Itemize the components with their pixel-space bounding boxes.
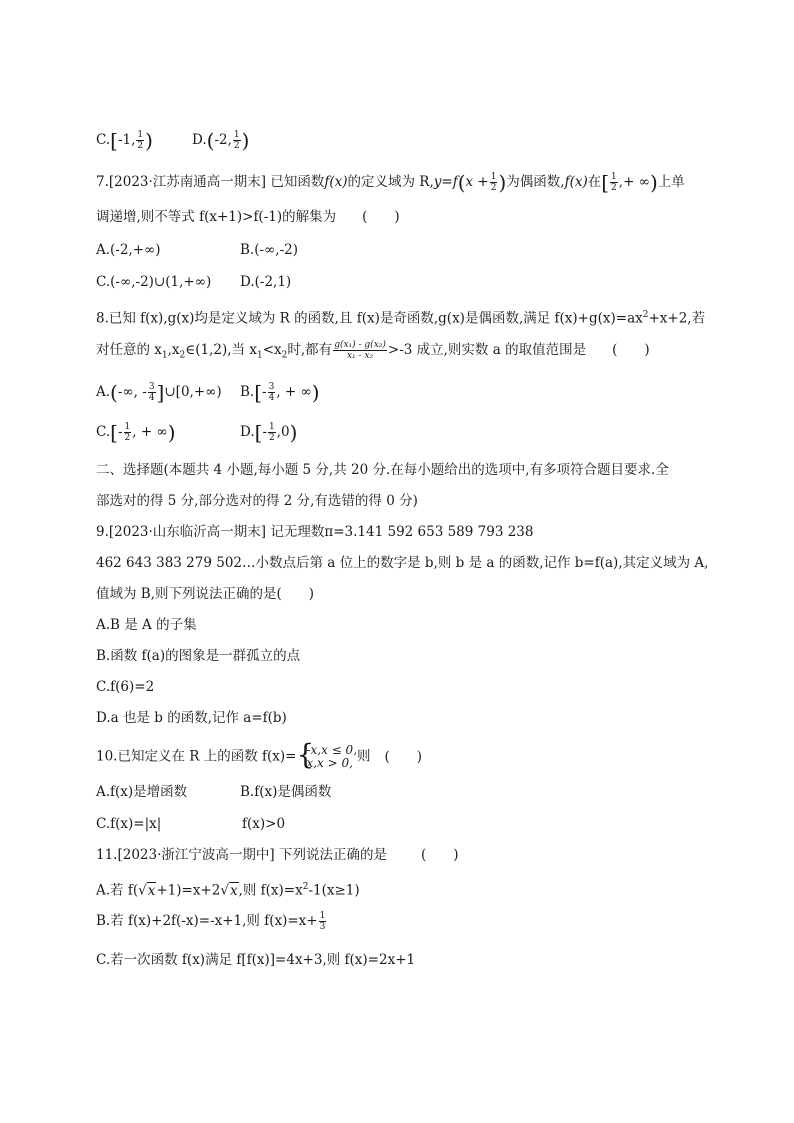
piecewise-definition: { -x,x ≤ 0, x,x > 0,: [296, 738, 358, 771]
q9-option-c: C.f(6)=2: [96, 679, 155, 695]
q9-option-b: B.函数 f(a)的图象是一群孤立的点: [96, 648, 301, 664]
q7-option-d: D.(-2,1): [240, 274, 292, 290]
q7-options-ab: [96, 240, 298, 260]
section2-heading-line1: 二、选择题(本题共 4 小题,每小题 5 分,共 20 分.在每小题给出的选项中,有多项符合题目要求.全: [96, 462, 669, 478]
q9-stem-line2: 462 643 383 279 502…小数点后第 a 位上的数字是 b,则 b 是 a 的函数,记作 b=f(a),其定义域为 A,: [96, 555, 709, 571]
q10-option-b: B.f(x)是偶函数: [240, 784, 332, 800]
q7-option-b: B.(-∞,-2): [240, 242, 298, 258]
q10-option-a: A.f(x)是增函数: [96, 784, 188, 800]
q9-option-a: A.B 是 A 的子集: [96, 617, 197, 633]
q9-stem-line1: 9.[2023·山东临沂高一期末] 记无理数π=3.141 592 653 589 793 238: [96, 524, 534, 540]
q7-stem-line1: 7.[2023·江苏南通高一期末] 已知函数f(x)的定义域为 R,y=f(x + $\frac{1}{2}$ )为偶函数,f(x)在[ $\frac{1}{2}$ ,+ ∞)上单: [96, 170, 685, 195]
q11-option-b: B.若 f(x)+2f(-x)=-x+1,则 f(x)=x+ $\frac{1}{3}$: [96, 911, 326, 932]
q7-options-cd: [96, 272, 292, 292]
q11-stem: 11.[2023·浙江宁波高一期中] 下列说法正确的是 ( ): [96, 847, 459, 863]
q6-option-d: D.(-2, $\frac{1}{2}$ ): [192, 128, 250, 153]
q8-option-c: C.[- $\frac{1}{2}$ , + ∞): [96, 420, 176, 445]
q9-stem-line3: 值域为 B,则下列说法正确的是( ): [96, 586, 315, 602]
q10-option-d: f(x)>0: [242, 816, 286, 832]
q10-options-cd: [96, 814, 286, 834]
q10-options-ab: [96, 782, 332, 802]
q7-option-c: C.(-∞,-2)∪(1,+∞): [96, 274, 212, 290]
q8-stem-line2: 对任意的 $x_1,x_2\in(1,2)$,当 $x_1<x_2$时,都有 $\frac{\text{g(x₁) - g(x₂)}}{\text{x₁ - x₂}}$ >-3 成立,则实数 a 的取值范围是 ( ): [96, 340, 650, 361]
q6-option-c: C.[-1, $\frac{1}{2}$ ): [96, 128, 153, 153]
q8-option-a: A.(-∞, - $\frac{3}{4}$ ]∪[0,+∞): [96, 380, 222, 405]
q8-stem-line1: 8.已知 f(x),g(x)均是定义域为 R 的函数,且 f(x)是奇函数,g(x)是偶函数,满足 $f(x)+g(x)=ax^2+x+2$,若: [96, 310, 706, 327]
q10-stem: 10.已知定义在 R 上的函数 f(x)= { -x,x ≤ 0, x,x > 0, 则 ( ): [96, 738, 423, 771]
q7-stem-line2: 调递增,则不等式 f(x+1)>f(-1)的解集为 ( ): [96, 209, 400, 225]
q11-option-c: C.若一次函数 f(x)满足 f[f(x)]=4x+3,则 f(x)=2x+1: [96, 952, 416, 968]
section2-heading-line2: 部选对的得 5 分,部分选对的得 2 分,有选错的得 0 分): [96, 493, 418, 509]
q8-option-b: B.[- $\frac{3}{4}$ , + ∞): [240, 380, 320, 405]
q11-option-a: A.若 f(√x+1)=x+2√x,则 $f(x)=x^2-1(x\ge 1)$: [96, 882, 360, 899]
q10-option-c: C.f(x)=|x|: [96, 816, 162, 832]
q7-option-a: A.(-2,+∞): [96, 242, 161, 258]
q8-option-d: D.[- $\frac{1}{2}$ ,0): [240, 420, 298, 445]
q9-option-d: D.a 也是 b 的函数,记作 a=f(b): [96, 710, 287, 726]
